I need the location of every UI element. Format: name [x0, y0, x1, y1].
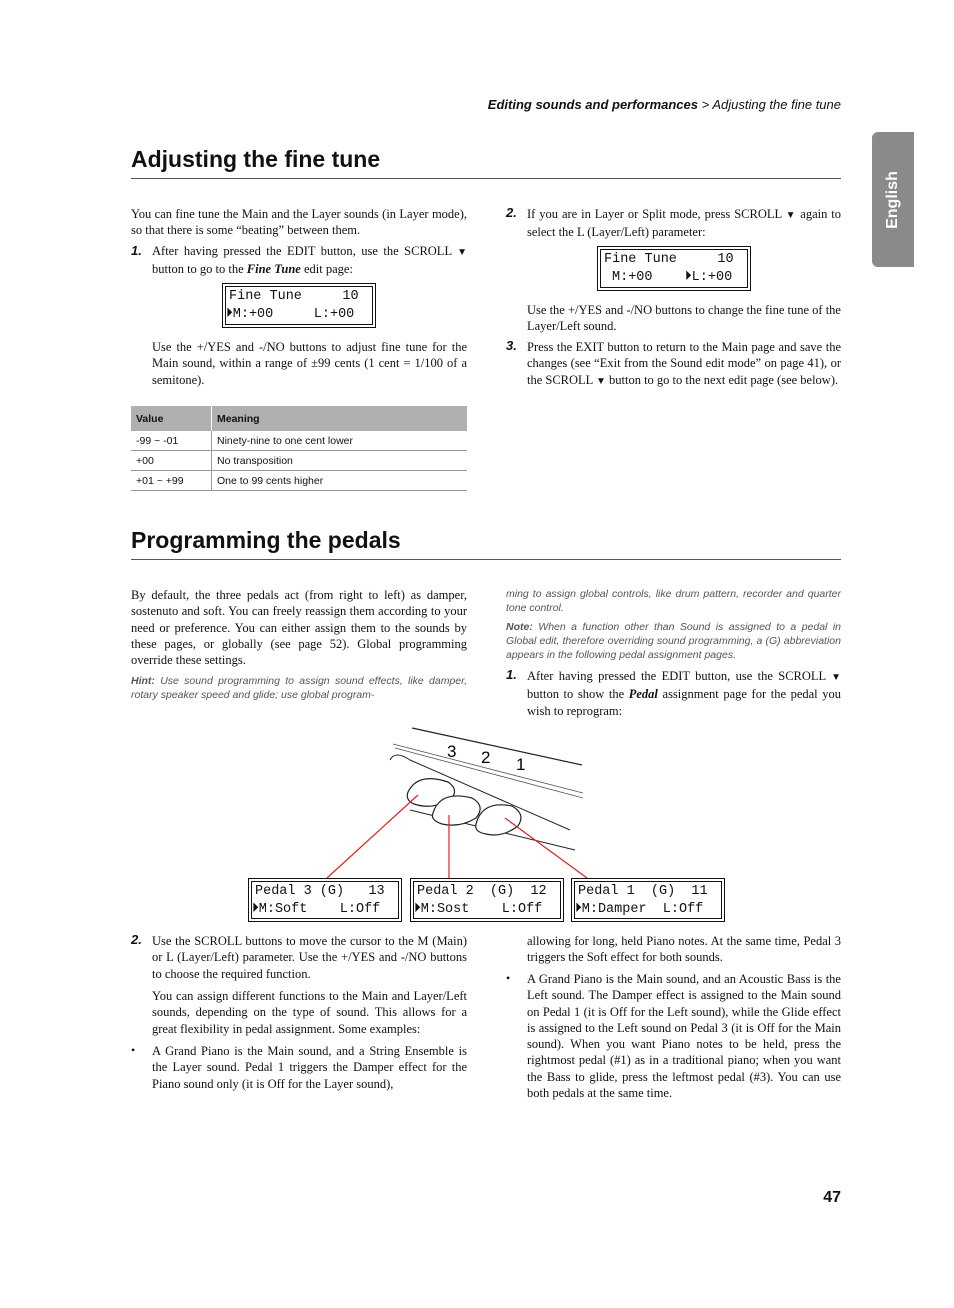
hint-text: Hint: Use sound programming to assign sound effects, like damper, rotary speaker speed and glide; use global program- [131, 675, 467, 701]
section-rule [131, 178, 841, 179]
section-title-pedals: Programming the pedals [131, 527, 401, 553]
pedal-number-2: 2 [481, 748, 491, 767]
table-cell: Ninety-nine to one cent lower [212, 431, 468, 451]
cursor-icon: ⏵ [575, 902, 582, 917]
pedal-number-1: 1 [516, 755, 526, 774]
page-number: 47 [823, 1189, 841, 1206]
table-cell: +01 ~ +99 [131, 471, 212, 491]
value-table [131, 406, 467, 491]
table-header-row [131, 406, 467, 431]
table-row [131, 431, 467, 451]
fine-tune-step2: If you are in Layer or Split mode, press SCROLL ▼ again to select the L (Layer/Left) parameter: [527, 207, 842, 240]
note-text: Note: When a function other than Sound is assigned to a pedal in Global edit, therefore overriding sound programming, a (G) abbreviation appears in the following pedal assignment pages. [506, 621, 841, 661]
step-number: 1. [506, 667, 517, 682]
fine-tune-step1-body: Use the +/YES and -/NO buttons to adjust fine tune for the Main sound, within a range of ±99 cents (1 cent = 1/100 of a semitone). [152, 340, 467, 387]
cursor-icon: ⏵ [684, 270, 692, 285]
table-header-cell: Meaning [212, 406, 468, 431]
step-number: 2. [506, 205, 517, 220]
table-row [131, 451, 467, 471]
section-title-fine-tune: Adjusting the fine tune [131, 146, 381, 172]
cursor-icon: ⏵ [252, 902, 259, 917]
lcd-line2-main: M:+00 [612, 270, 685, 285]
step-number: 2. [131, 932, 142, 947]
pedals-intro: By default, the three pedals act (from right to left) as damper, sostenuto and soft. You can freely reassign them according to your need or preference. You can either assign them to the sounds by these pages, or globally (see page 52). Global programming override these settings. [131, 588, 467, 668]
lcd-pedal-2: Pedal 2 (G) 12 ⏵M:Sost L:Off [410, 878, 564, 922]
pedal-illustration [300, 720, 600, 880]
running-header: Editing sounds and performances > Adjusting the fine tune [487, 97, 841, 112]
bullet-icon: • [506, 971, 511, 985]
scroll-down-icon: ▼ [831, 672, 841, 683]
pedal-number-3: 3 [447, 742, 457, 761]
table-cell: +00 [131, 451, 212, 471]
example-1-continued: allowing for long, held Piano notes. At the same time, Pedal 3 triggers the Soft effect for both sounds. [527, 934, 841, 965]
header-subsection: Adjusting the fine tune [712, 97, 841, 112]
pedals-step2-body: You can assign different functions to the Main and Layer/Left sounds, depending on the type of sound. This allows for a great flexibility in pedal assignment. Some examples: [152, 989, 467, 1036]
table-cell: One to 99 cents higher [212, 471, 468, 491]
lcd-fine-tune-main: Fine Tune 10 ⏵M:+00 L:+00 [222, 283, 376, 328]
lcd-pedal-3: Pedal 3 (G) 13 ⏵M:Soft L:Off [248, 878, 402, 922]
cursor-icon: ⏵ [414, 902, 421, 917]
lcd-fine-tune-layer: Fine Tune 10 M:+00 ⏵L:+00 [597, 246, 751, 291]
table-cell: No transposition [212, 451, 468, 471]
pedals-step1: After having pressed the EDIT button, use the SCROLL ▼ button to show the Pedal assignment page for the pedal you wish to reprogram: [527, 669, 842, 718]
fine-tune-intro: You can fine tune the Main and the Layer sounds (in Layer mode), so that there is some “beating” between them. [131, 207, 467, 238]
fine-tune-step2-body: Use the +/YES and -/NO buttons to change the fine tune of the Layer/Left sound. [527, 303, 841, 334]
example-1: A Grand Piano is the Main sound, and a String Ensemble is the Layer sound. Pedal 1 triggers the Damper effect for the Piano sound only (it is Off for the Layer sound), [152, 1044, 467, 1091]
lcd-pedal-1: Pedal 1 (G) 11 ⏵M:Damper L:Off [571, 878, 725, 922]
step-number: 1. [131, 243, 142, 258]
callout-line [505, 818, 587, 878]
pedals-step2: Use the SCROLL buttons to move the cursor to the M (Main) or L (Layer/Left) parameter. Use the +/YES and -/NO buttons to choose the required function. [152, 934, 467, 981]
pedal-1 [476, 805, 521, 835]
table-header-cell: Value [131, 406, 212, 431]
scroll-down-icon: ▼ [595, 375, 606, 387]
fine-tune-step1: After having pressed the EDIT button, use the SCROLL ▼ button to go to the Fine Tune edit page: [152, 244, 468, 277]
bullet-icon: • [131, 1043, 136, 1057]
cursor-icon: ⏵ [226, 307, 233, 322]
header-section: Editing sounds and performances [487, 97, 698, 112]
table-cell: -99 ~ -01 [131, 431, 212, 451]
section-rule [131, 559, 841, 560]
fine-tune-step3: Press the EXIT button to return to the Main page and save the changes (see “Exit from the Sound edit mode” on page 41), or the SCROLL ▼ button to go to the next edit page (see below). [527, 340, 841, 387]
step-number: 3. [506, 338, 517, 353]
hint-text-continued: ming to assign global controls, like drum pattern, recorder and quarter tone control. [506, 588, 841, 614]
language-tab: English [872, 132, 914, 267]
lcd-line2-layer: L:+00 [691, 270, 733, 285]
scroll-down-icon: ▼ [785, 210, 797, 221]
callout-line [327, 795, 418, 878]
scroll-down-icon: ▼ [457, 247, 468, 258]
example-2: A Grand Piano is the Main sound, and an Acoustic Bass is the Left sound. The Damper effect is assigned to the Main sound on Pedal 1 (it is Off for the Left sound), while the Glide effect is assigned to the Left sound on Pedal 3 (it is Off for the Main sound). When you want Piano notes to be held, press the rightmost pedal (#1) as in a traditional piano; when you want the Bass to glide, press the leftmost pedal (#3). You can use both pedals at the same time. [527, 972, 841, 1101]
table-row [131, 471, 467, 491]
